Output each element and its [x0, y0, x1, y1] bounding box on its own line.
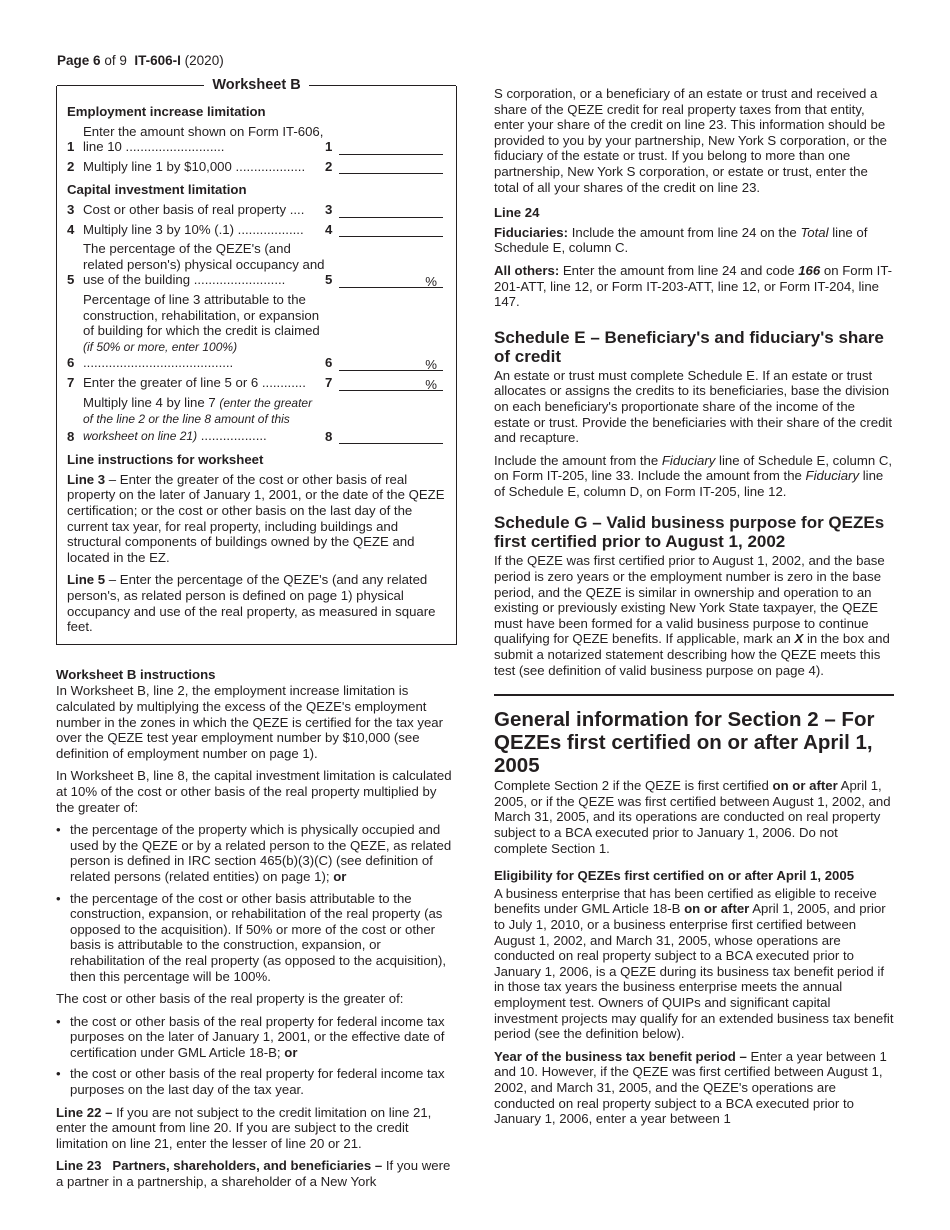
line-box-number: 1	[325, 139, 333, 155]
line-text: Multiply line 4 by line 7 (enter the greater of the line 2 or the line 8 amount of this worksheet on line 21) ..................	[83, 394, 313, 443]
form-number: IT-606-I	[134, 53, 181, 68]
worksheet-title: Worksheet B	[204, 78, 308, 94]
form-year: (2020)	[184, 53, 224, 68]
line-number: 1	[67, 139, 75, 155]
paragraph: In Worksheet B, line 8, the capital investment limitation is calculated at 10% of the cost or other basis of the real property multiplied by the greater of:	[56, 768, 452, 815]
page-label: Page	[57, 53, 90, 68]
paragraph: An estate or trust must complete Schedule E. If an estate or trust allocates or assigns the credits to its beneficiaries, base the division on each beneficiary's proportionate share of the income of the estate or trust. Provide the beneficiaries with their share of the credit and recapture.	[494, 367, 893, 446]
worksheet-line-1	[67, 124, 446, 155]
line-box-number: 3	[325, 201, 333, 217]
line-entry-field[interactable]	[339, 142, 443, 155]
bullet-list	[56, 1014, 457, 1098]
line-entry-field[interactable]	[339, 224, 443, 237]
all-others-paragraph: All others: Enter the amount from line 24 and code 166 on Form IT-201-ATT, line 12, or Form IT-203-ATT, line 12, or Form IT-204, line 147.	[494, 262, 893, 310]
paragraph: If the QEZE was first certified prior to August 1, 2002, and the base period is zero years or the employment number is zero in the base period, and the QEZE is similar in ownership and operation to an existing or previously existing New York State taxpayer, the QEZE must have been formed for a valid business purpose to continue qualifying for QEZE benefits. If applicable, mark an X in the box and submit a notarized statement describing how the QEZE meets this test (see definition of valid business purpose on page 4).	[494, 553, 890, 678]
line-text: Multiply line 1 by $10,000 ...................	[83, 158, 306, 174]
page-number: 6	[93, 53, 101, 68]
paragraph: Include the amount from the Fiduciary line of Schedule E, column C, on Form IT-205, line 33. Include the amount from the Fiduciary line of Schedule E, column D, on Form IT-205, line 12.	[494, 452, 893, 499]
line-number: 5	[67, 272, 75, 288]
list-item: • the cost or other basis of the real property for federal income tax purposes on the later of January 1, 2001, or the effective date of certification under GML Article 18-B; or	[70, 1014, 457, 1061]
eligibility-heading: Eligibility for QEZEs first certified on or after April 1, 2005	[494, 868, 855, 884]
line-text: The percentage of the QEZE's (and related person's) physical occupancy and use of the building .........................	[83, 241, 325, 288]
left-column	[56, 77, 457, 1197]
worksheet-line-8	[67, 395, 446, 445]
worksheet-line-5	[67, 241, 446, 288]
worksheet-b	[56, 77, 457, 645]
paragraph: The cost or other basis of the real property is the greater of:	[56, 991, 404, 1007]
paragraph: S corporation, or a beneficiary of an estate or trust and received a share of the QEZE credit for real property taxes from that entity, enter your share of the credit on line 23. This information should be provided to you by your partnership, New York S corporation, or the fiduciary of the estate or trust. If you belong to more than one partnership, New York S corporation, or estate or trust, enter the total of all your shares of the credit on line 23.	[494, 86, 887, 195]
page-of: of 9	[104, 53, 127, 68]
line-entry-field[interactable]: %	[339, 358, 443, 371]
line-box-number: 5	[325, 272, 333, 288]
line-number: 7	[67, 374, 75, 390]
line-entry-field[interactable]	[339, 161, 443, 174]
worksheet-line-4	[67, 222, 446, 238]
worksheet-line-7	[67, 375, 446, 391]
right-column	[494, 86, 894, 1134]
schedule-g-heading: Schedule G – Valid business purpose for QEZEs first certified prior to August 1, 2002	[494, 513, 885, 552]
list-item: • the percentage of the property which is physically occupied and used by the QEZE or by a related person to the QEZE, as related person is defined in IRC section 465(b)(3)(C) (see definition of related persons (related entities) on page 1); or	[70, 822, 457, 884]
line-box-number: 8	[325, 428, 333, 444]
wsb-instructions-heading: Worksheet B instructions	[56, 666, 216, 682]
line-box-number: 4	[325, 221, 333, 237]
general-info-heading: General information for Section 2 – For QEZEs first certified on or after April 1, 2005	[494, 708, 875, 778]
line-text: Percentage of line 3 attributable to the construction, rehabilitation, or expansion of building for which the credit is claimed (if 50% or more, enter 100%) .........................................	[83, 291, 320, 371]
line-text: Cost or other basis of real property ....	[83, 201, 305, 217]
list-item: • the cost or other basis of the real property for federal income tax purposes on the last day of the tax year.	[70, 1066, 457, 1097]
list-item: • the percentage of the cost or other basis attributable to the construction, expansion, or rehabilitation of the real property (as opposed to the acquisition). If 50% or more of the cost or other basis is attributable to the construction, expansion, or rehabilitation of the real property (as opposed to the acquisition), then this percentage will be 100%.	[70, 891, 457, 985]
worksheet-line-6	[67, 292, 446, 371]
line-entry-field[interactable]	[339, 431, 443, 444]
line-instructions-heading: Line instructions for worksheet	[67, 452, 264, 468]
line-number: 6	[67, 355, 75, 371]
line-text: Enter the greater of line 5 or 6 ............	[83, 374, 306, 390]
line23-paragraph: Line 23 Partners, shareholders, and beneficiaries – If you were a partner in a partnership, a shareholder of a New York	[56, 1158, 451, 1190]
bullet-list	[56, 822, 457, 984]
line24-heading: Line 24	[494, 205, 540, 221]
line5-instruction: Line 5 – Enter the percentage of the QEZE's (and any related person's, as related person is defined on page 1) physical occupancy and use of the real property, as measured in square feet.	[67, 572, 436, 635]
line-box-number: 6	[325, 355, 333, 371]
line-entry-field[interactable]: %	[339, 275, 443, 288]
fiduciaries-paragraph: Fiduciaries: Include the amount from line 24 on the Total line of Schedule E, column C.	[494, 224, 868, 256]
worksheet-line-2	[67, 159, 446, 175]
paragraph: A business enterprise that has been certified as eligible to receive benefits under GML Article 18-B on or after April 1, 2005, and prior to July 1, 2010, or a business enterprise first certified between August 1, 2002, and March 31, 2005, whose operations are conducted on real property subject to a BCA executed prior to January 1, 2006, is a QEZE during its business tax benefit period if in those tax years the business enterprise meets the annual employment test. Owners of QUIPs and significant capital investment projects may qualify for an extended business tax benefit period (see the definition below).	[494, 885, 894, 1042]
line-text: Enter the amount shown on Form IT-606, line 10 ...........................	[83, 123, 324, 155]
line-box-number: 7	[325, 374, 333, 390]
line-number: 8	[67, 428, 75, 444]
line-entry-field[interactable]	[339, 205, 443, 218]
section-divider	[494, 694, 894, 696]
capital-heading: Capital investment limitation	[67, 182, 247, 198]
line3-instruction: Line 3 – Enter the greater of the cost or other basis of real property on the later of January 1, 2001, or the date of the QEZE certification; or the cost or other basis on the last day of the current tax year, for real property, including buildings and structural components of buildings owned by the QEZE and located in the EZ.	[67, 471, 445, 565]
paragraph: Year of the business tax benefit period – Enter a year between 1 and 10. However, if the QEZE was first certified between August 1, 2002, and March 31, 2005, and the QEZE's operations are conducted on real property subject to a BCA executed prior to January 1, 2006, enter a year between 1	[494, 1048, 887, 1127]
line-number: 2	[67, 158, 75, 174]
employment-heading: Employment increase limitation	[67, 104, 266, 119]
line-box-number: 2	[325, 158, 333, 174]
worksheet-title-bar	[57, 78, 456, 94]
worksheet-line-3	[67, 202, 446, 218]
line22-paragraph: Line 22 – If you are not subject to the credit limitation on line 21, enter the amount from line 20. If you are subject to the credit limitation on line 21, enter the lesser of line 20 or 21.	[56, 1104, 432, 1151]
line-number: 4	[67, 221, 75, 237]
line-entry-field[interactable]: %	[339, 378, 443, 391]
line-text: Multiply line 3 by 10% (.1) ..................	[83, 221, 304, 237]
line-number: 3	[67, 201, 75, 217]
schedule-e-heading: Schedule E – Beneficiary's and fiduciary's share of credit	[494, 327, 884, 366]
paragraph: Complete Section 2 if the QEZE is first certified on or after April 1, 2005, or if the QEZE was first certified between August 1, 2002, and March 31, 2005, and its operations are conducted on real property subject to a BCA executed prior to January 1, 2006. Do not complete Section 1.	[494, 778, 891, 856]
page-header	[57, 53, 224, 68]
paragraph: In Worksheet B, line 2, the employment increase limitation is calculated by multiplying the excess of the QEZE's employment number in the zones in which the QEZE is certified for the tax year over the QEZE test year employment number by $10,000 (see definition of employment number on page 1).	[56, 683, 444, 761]
